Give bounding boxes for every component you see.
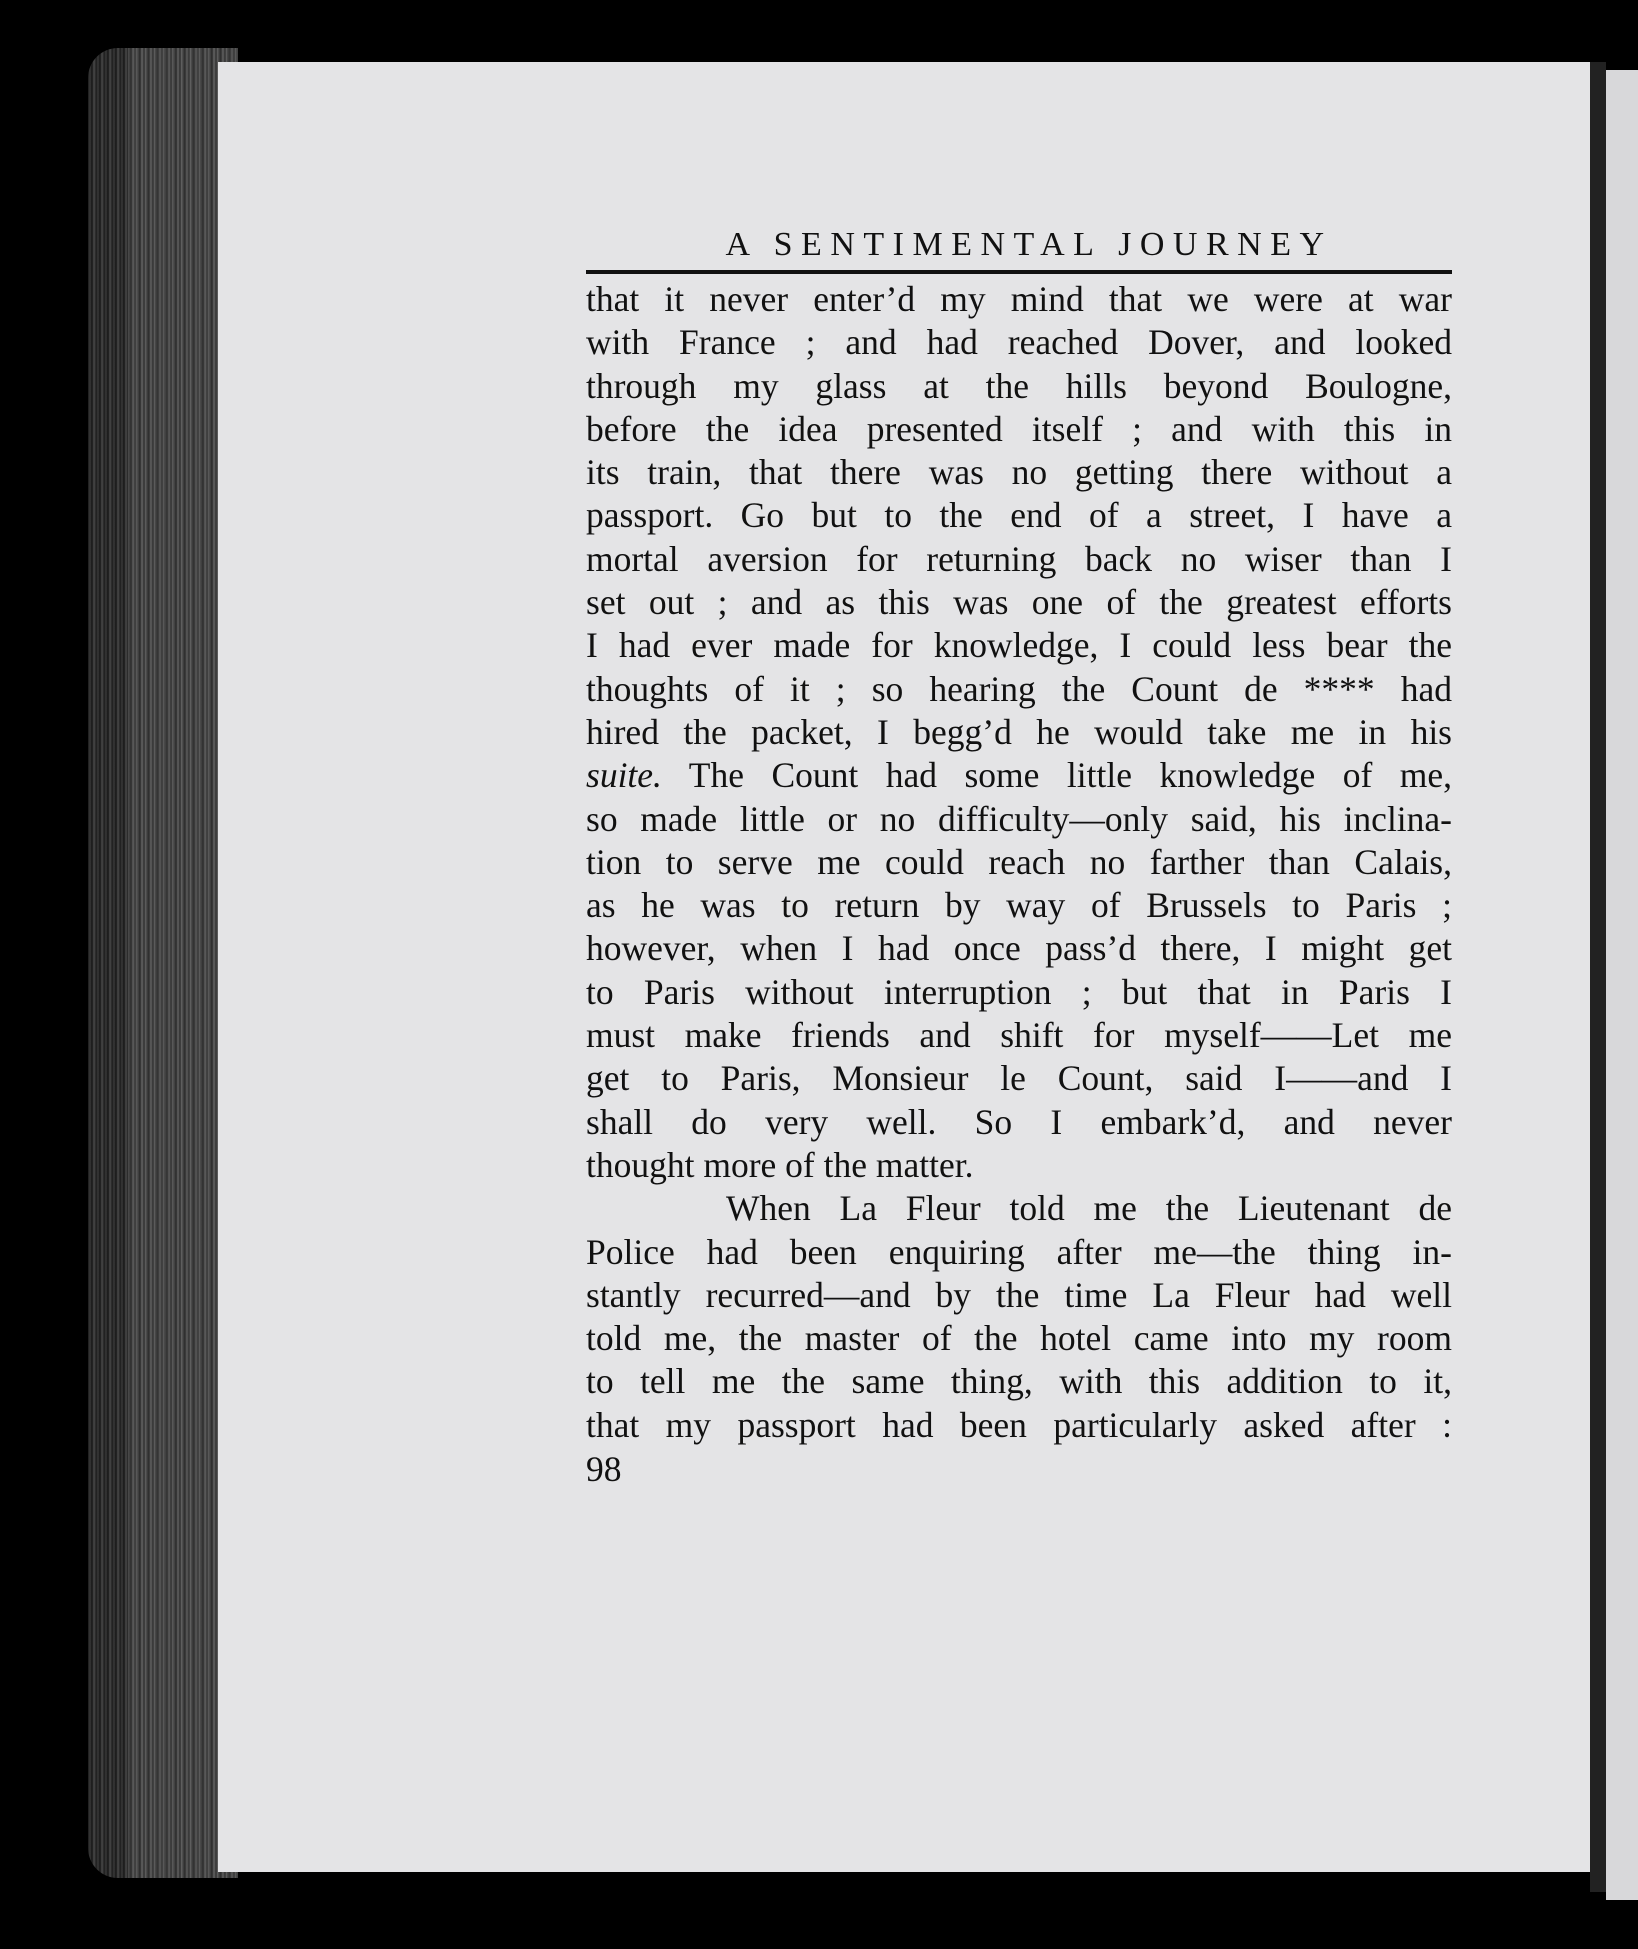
book-fore-edge xyxy=(88,48,238,1878)
text-line: must make friends and shift for myself——Let me xyxy=(586,1015,1452,1056)
text-line: hired the packet, I begg’d he would take me in his xyxy=(586,711,1452,752)
text-line: that it never enter’d my mind that we were at war xyxy=(586,279,1452,319)
text-line: suite. The Count had some little knowledge of me, xyxy=(586,755,1452,796)
text-line: with France ; and had reached Dover, and looked xyxy=(586,322,1452,363)
text-line: Police had been enquiring after me—the thing in- xyxy=(586,1231,1452,1272)
text-line: I had ever made for knowledge, I could less bear the xyxy=(586,625,1452,666)
text-line: told me, the master of the hotel came into my room xyxy=(586,1318,1452,1359)
head-rule xyxy=(586,270,1452,274)
gutter-shadow xyxy=(1590,62,1606,1892)
text-line: tion to serve me could reach no farther than Calais, xyxy=(586,841,1452,882)
text-line: thoughts of it ; so hearing the Count de **** had xyxy=(586,668,1452,709)
text-line: to tell me the same thing, with this addition to it, xyxy=(586,1361,1452,1402)
text-line: so made little or no difficulty—only said, his inclina- xyxy=(586,798,1452,839)
text-line: that my passport had been particularly asked after : xyxy=(586,1404,1452,1445)
text-line: through my glass at the hills beyond Boulogne, xyxy=(586,365,1452,406)
text-line: get to Paris, Monsieur le Count, said I——and I xyxy=(586,1058,1452,1099)
text-block xyxy=(586,224,1452,1491)
text-line: however, when I had once pass’d there, I might get xyxy=(586,928,1452,969)
facing-page-edge xyxy=(1606,70,1638,1900)
text-line: When La Fleur told me the Lieutenant de xyxy=(726,1188,1452,1229)
text-line: before the idea presented itself ; and with this in xyxy=(586,408,1452,449)
text-line: as he was to return by way of Brussels to Paris ; xyxy=(586,885,1452,926)
text-line: stantly recurred—and by the time La Fleur had well xyxy=(586,1274,1452,1315)
text-line: set out ; and as this was one of the greatest efforts xyxy=(586,582,1452,623)
text-line: thought more of the matter. xyxy=(586,1144,974,1185)
running-head: A SENTIMENTAL JOURNEY xyxy=(725,226,1333,263)
page-number: 98 xyxy=(586,1449,622,1490)
text-line: shall do very well. So I embark’d, and never xyxy=(586,1101,1452,1142)
text-line: its train, that there was no getting there without a xyxy=(586,452,1452,493)
text-line: passport. Go but to the end of a street, I have a xyxy=(586,495,1452,536)
text-line: mortal aversion for returning back no wiser than I xyxy=(586,538,1452,579)
italic-word: suite. xyxy=(586,755,662,796)
text-line: to Paris without interruption ; but that in Paris I xyxy=(586,971,1452,1012)
